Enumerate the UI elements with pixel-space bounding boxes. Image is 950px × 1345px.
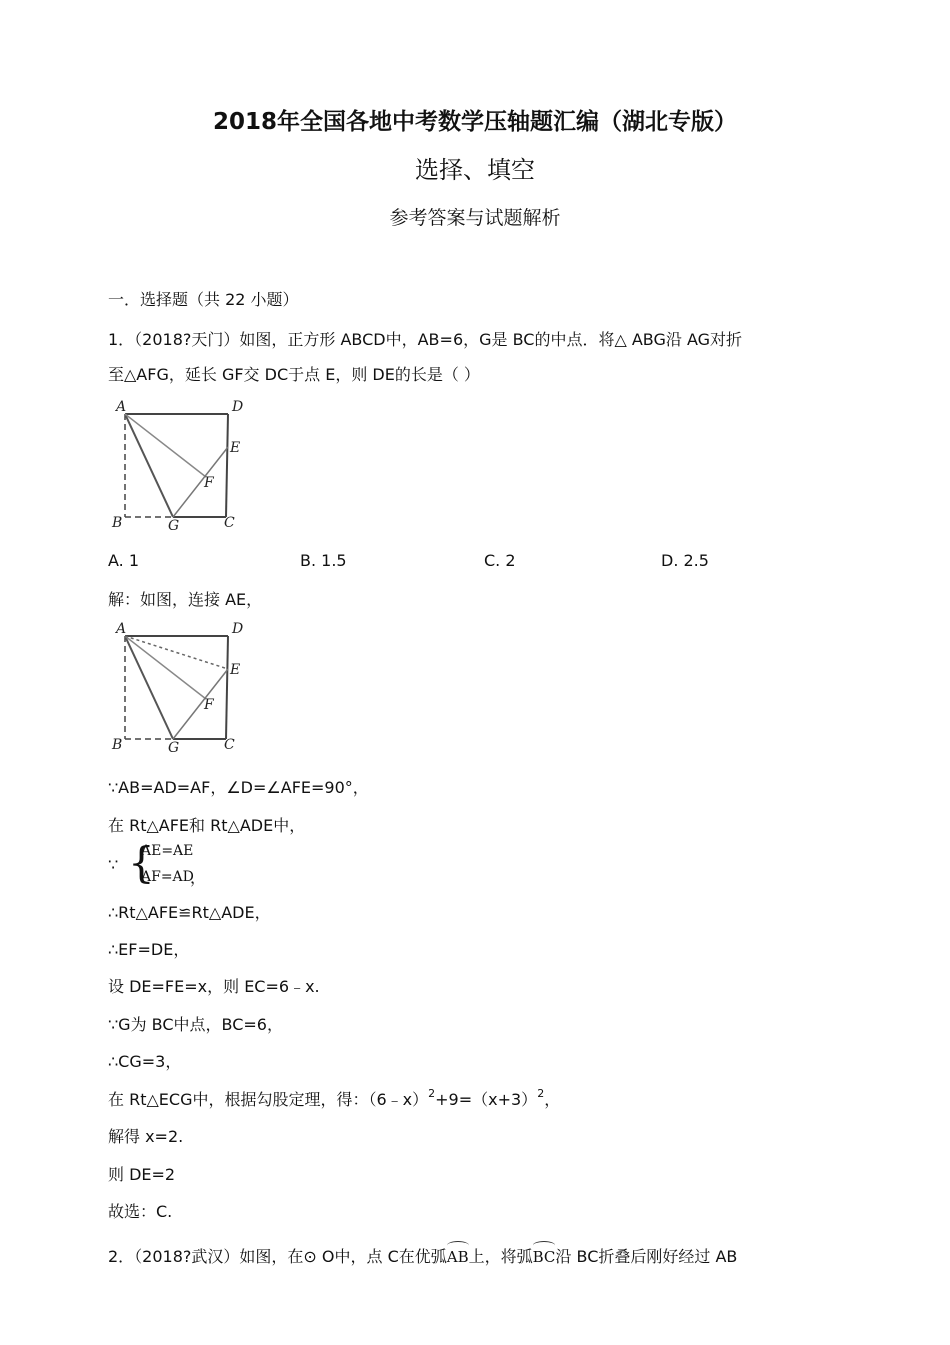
question-1-line-1: 1．（2018?天门）如图，正方形 ABCD中，AB=6，G是 BC的中点．将△ ABG沿 AG对折 xyxy=(108,330,743,349)
solution-figure xyxy=(108,619,258,759)
q2-part-b: 上，将弧 xyxy=(468,1247,533,1266)
document-subtitle: 选择、填空 xyxy=(415,156,535,184)
option-c: C. 2 xyxy=(484,551,516,570)
label-f: F xyxy=(204,475,214,491)
solution-step-4: ∴Rt△AFE≌Rt△ADE， xyxy=(108,903,271,922)
equation-suffix: ， xyxy=(190,868,207,887)
solution-step-5: ∴EF=DE， xyxy=(108,940,190,959)
label-e: E xyxy=(230,440,241,456)
label-a: A xyxy=(116,399,127,415)
label-b: B xyxy=(112,737,123,753)
step-9-part-a: 在 Rt△ECG中，根据勾股定理，得：（6﹣x） xyxy=(108,1090,429,1109)
label-f: F xyxy=(204,697,214,713)
q2-part-c: 沿 BC折叠后刚好经过 AB xyxy=(555,1247,738,1266)
document-title: 2018年全国各地中考数学压轴题汇编（湖北专版） xyxy=(212,109,737,135)
q2-part-a: 2．（2018?武汉）如图，在⊙ O中，点 C在优弧 xyxy=(108,1247,447,1266)
solution-step-8: ∴CG=3， xyxy=(108,1052,182,1071)
option-a: A. 1 xyxy=(108,551,140,570)
section-heading: 一．选择题（共 22 小题） xyxy=(108,290,299,309)
equation-system xyxy=(108,840,228,890)
label-c: C xyxy=(224,515,235,531)
label-g: G xyxy=(168,518,180,534)
question-1-figure xyxy=(108,397,258,537)
label-d: D xyxy=(232,621,244,637)
step-9-part-b: +9=（x+3） xyxy=(435,1090,538,1109)
step-9-part-c: ， xyxy=(544,1090,561,1109)
equation-row-2: AF=AD xyxy=(141,869,194,885)
left-brace: { xyxy=(128,838,155,887)
solution-step-7: ∵G为 BC中点，BC=6， xyxy=(108,1015,283,1034)
question-1-line-2: 至△AFG，延长 GF交 DC于点 E，则 DE的长是（ ） xyxy=(108,365,480,384)
arc-bc: BC xyxy=(533,1244,556,1266)
equation-row-1: AE=AE xyxy=(141,843,194,859)
label-d: D xyxy=(232,399,244,415)
option-d: D. 2.5 xyxy=(661,551,709,570)
solution-intro: 解：如图，连接 AE， xyxy=(108,590,263,609)
step-9-sup-1: 2 xyxy=(428,1087,436,1100)
document-caption: 参考答案与试题解析 xyxy=(389,207,561,229)
label-b: B xyxy=(112,515,123,531)
because-symbol: ∵ xyxy=(108,855,119,874)
solution-step-11: 则 DE=2 xyxy=(108,1165,176,1184)
option-b: B. 1.5 xyxy=(300,551,347,570)
label-e: E xyxy=(230,662,241,678)
label-a: A xyxy=(116,621,127,637)
solution-answer: 故选：C. xyxy=(108,1202,173,1221)
solution-step-2: 在 Rt△AFE和 Rt△ADE中， xyxy=(108,816,306,835)
arc-ab: AB xyxy=(447,1244,469,1266)
solution-step-9 xyxy=(108,1087,560,1110)
step-9-sup-2: 2 xyxy=(537,1087,545,1100)
label-g: G xyxy=(168,740,180,756)
solution-step-10: 解得 x=2. xyxy=(108,1127,184,1146)
label-c: C xyxy=(224,737,235,753)
solution-step-6: 设 DE=FE=x，则 EC=6﹣x. xyxy=(108,977,320,996)
question-2-line-1 xyxy=(108,1244,737,1267)
solution-step-1: ∵AB=AD=AF，∠D=∠AFE=90°， xyxy=(108,778,369,797)
